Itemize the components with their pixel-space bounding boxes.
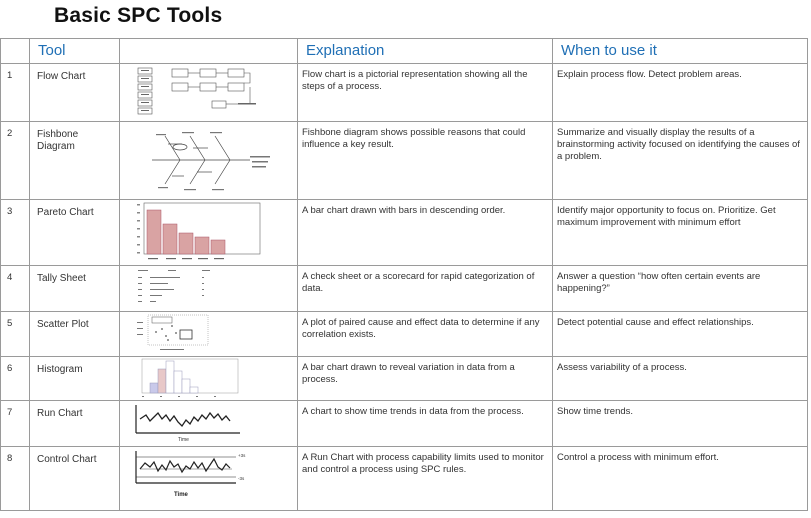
run-chart-thumbnail [120, 401, 298, 447]
header-number [1, 39, 30, 64]
header-row [1, 39, 808, 64]
tool-usage: Control a process with minimum effort. [553, 447, 808, 511]
tool-explanation: Flow chart is a pictorial representation showing all the steps of a process. [298, 64, 553, 122]
tool-usage: Explain process flow. Detect problem areas. [553, 64, 808, 122]
flow-chart-thumbnail [120, 64, 298, 122]
row-number: 2 [1, 122, 30, 200]
tool-explanation: A plot of paired cause and effect data to determine if any correlation exists. [298, 312, 553, 357]
table-row [1, 200, 808, 266]
tool-name: Histogram [30, 357, 120, 401]
row-number: 4 [1, 266, 30, 312]
header-tool: Tool [30, 39, 120, 64]
tool-explanation: A check sheet or a scorecard for rapid categorization of data. [298, 266, 553, 312]
tool-name: Flow Chart [30, 64, 120, 122]
tool-usage: Show time trends. [553, 401, 808, 447]
lower-control-limit-label: -3s [238, 476, 245, 481]
tool-name: Pareto Chart [30, 200, 120, 266]
tool-name: Fishbone Diagram [30, 122, 120, 200]
row-number: 3 [1, 200, 30, 266]
header-explanation: Explanation [298, 39, 553, 64]
tool-usage: Answer a question “how often certain events are happening?” [553, 266, 808, 312]
tool-explanation: A chart to show time trends in data from the process. [298, 401, 553, 447]
tool-name: Run Chart [30, 401, 120, 447]
tool-name: Control Chart [30, 447, 120, 511]
tool-name: Scatter Plot [30, 312, 120, 357]
tool-explanation: Fishbone diagram shows possible reasons that could influence a key result. [298, 122, 553, 200]
tool-usage: Summarize and visually display the results of a brainstorming activity focused on identifying the causes of a problem. [553, 122, 808, 200]
header-picture [120, 39, 298, 64]
tool-usage: Identify major opportunity to focus on. Prioritize. Get maximum improvement with minimum effort [553, 200, 808, 266]
table-row [1, 64, 808, 122]
row-number: 7 [1, 401, 30, 447]
page-title: Basic SPC Tools [54, 4, 223, 27]
table-row [1, 122, 808, 200]
tool-usage: Assess variability of a process. [553, 357, 808, 401]
histogram-thumbnail [120, 357, 298, 401]
spc-tools-table [0, 38, 808, 511]
table-row [1, 357, 808, 401]
tool-name: Tally Sheet [30, 266, 120, 312]
upper-control-limit-label: +3s [238, 453, 246, 458]
row-number: 1 [1, 64, 30, 122]
tool-explanation: A Run Chart with process capability limits used to monitor and control a process using SPC rules. [298, 447, 553, 511]
control-chart-time-label: Time [174, 492, 188, 498]
row-number: 8 [1, 447, 30, 511]
table-row [1, 312, 808, 357]
pareto-thumbnail [120, 200, 298, 266]
row-number: 6 [1, 357, 30, 401]
tool-explanation: A bar chart drawn to reveal variation in data from a process. [298, 357, 553, 401]
table-row [1, 266, 808, 312]
run-chart-time-label: Time [178, 437, 189, 443]
tally-sheet-thumbnail [120, 266, 298, 312]
tool-usage: Detect potential cause and effect relationships. [553, 312, 808, 357]
row-number: 5 [1, 312, 30, 357]
header-when: When to use it [553, 39, 808, 64]
fishbone-thumbnail [120, 122, 298, 200]
table-row [1, 401, 808, 447]
control-chart-thumbnail [120, 447, 298, 511]
scatter-plot-thumbnail [120, 312, 298, 357]
tool-explanation: A bar chart drawn with bars in descending order. [298, 200, 553, 266]
table-row [1, 447, 808, 511]
